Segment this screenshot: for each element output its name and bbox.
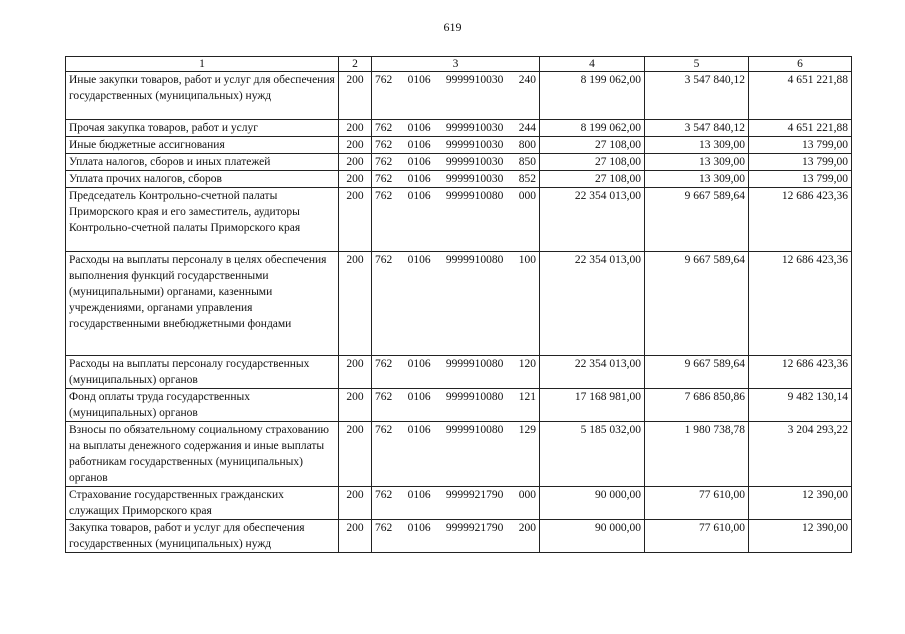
code-vr: 240 <box>518 74 536 86</box>
row-value-col4: 90 000,00 <box>540 487 645 520</box>
code-razdel: 0106 <box>407 254 431 266</box>
code-ved: 762 <box>375 489 393 501</box>
code-vr: 000 <box>518 190 536 202</box>
column-header: 5 <box>645 57 749 72</box>
row-value-col5: 3 547 840,12 <box>645 120 749 137</box>
column-header: 3 <box>372 57 540 72</box>
row-classification-code <box>372 520 540 553</box>
code-razdel: 0106 <box>407 156 431 168</box>
row-code-col2: 200 <box>339 252 372 356</box>
row-name: Фонд оплаты труда государственных (муниципальных) органов <box>66 389 339 422</box>
code-vr: 000 <box>518 489 536 501</box>
row-value-col6: 12 390,00 <box>749 520 852 553</box>
row-value-col6: 4 651 221,88 <box>749 120 852 137</box>
table-row <box>66 154 852 171</box>
code-ved: 762 <box>375 358 393 370</box>
code-razdel: 0106 <box>407 358 431 370</box>
row-value-col5: 3 547 840,12 <box>645 72 749 120</box>
code-ved: 762 <box>375 122 393 134</box>
code-vr: 800 <box>518 139 536 151</box>
table-row <box>66 171 852 188</box>
row-value-col4: 22 354 013,00 <box>540 188 645 252</box>
code-razdel: 0106 <box>407 522 431 534</box>
row-value-col4: 5 185 032,00 <box>540 422 645 487</box>
code-csr: 9999910030 <box>445 74 504 86</box>
row-name: Расходы на выплаты персоналу в целях обеспечения выполнения функций государственными (муниципальными) органами, казенными учреждениями, органами управления государственными внебюджетными фондами <box>66 252 339 356</box>
code-csr: 9999910080 <box>445 391 504 403</box>
table-row <box>66 422 852 487</box>
table-row <box>66 520 852 553</box>
row-name: Председатель Контрольно-счетной палаты Приморского края и его заместитель, аудиторы Контрольно-счетной палаты Приморского края <box>66 188 339 252</box>
code-ved: 762 <box>375 173 393 185</box>
code-csr: 9999910080 <box>445 424 504 436</box>
row-classification-code <box>372 389 540 422</box>
row-value-col4: 27 108,00 <box>540 171 645 188</box>
row-value-col5: 7 686 850,86 <box>645 389 749 422</box>
row-value-col6: 12 686 423,36 <box>749 356 852 389</box>
row-classification-code <box>372 72 540 120</box>
row-value-col6: 12 686 423,36 <box>749 188 852 252</box>
code-razdel: 0106 <box>407 139 431 151</box>
row-value-col4: 22 354 013,00 <box>540 252 645 356</box>
row-value-col5: 9 667 589,64 <box>645 252 749 356</box>
row-code-col2: 200 <box>339 487 372 520</box>
row-classification-code <box>372 356 540 389</box>
row-classification-code <box>372 137 540 154</box>
budget-table <box>65 56 852 553</box>
code-vr: 100 <box>518 254 536 266</box>
row-name: Страхование государственных гражданских служащих Приморского края <box>66 487 339 520</box>
row-value-col6: 13 799,00 <box>749 137 852 154</box>
row-value-col4: 17 168 981,00 <box>540 389 645 422</box>
row-name: Уплата налогов, сборов и иных платежей <box>66 154 339 171</box>
table-row <box>66 389 852 422</box>
row-value-col6: 12 686 423,36 <box>749 252 852 356</box>
code-csr: 9999921790 <box>445 522 504 534</box>
code-vr: 120 <box>518 358 536 370</box>
code-vr: 129 <box>518 424 536 436</box>
row-code-col2: 200 <box>339 72 372 120</box>
row-value-col5: 13 309,00 <box>645 154 749 171</box>
column-header: 6 <box>749 57 852 72</box>
row-classification-code <box>372 154 540 171</box>
column-header: 2 <box>339 57 372 72</box>
row-name: Взносы по обязательному социальному страхованию на выплаты денежного содержания и иные выплаты работникам государственных (муниципальных) органов <box>66 422 339 487</box>
row-value-col5: 9 667 589,64 <box>645 356 749 389</box>
code-csr: 9999910030 <box>445 173 504 185</box>
row-value-col5: 9 667 589,64 <box>645 188 749 252</box>
code-razdel: 0106 <box>407 424 431 436</box>
code-razdel: 0106 <box>407 190 431 202</box>
code-vr: 244 <box>518 122 536 134</box>
table-row <box>66 72 852 120</box>
row-name: Закупка товаров, работ и услуг для обеспечения государственных (муниципальных) нужд <box>66 520 339 553</box>
table-row <box>66 487 852 520</box>
row-value-col6: 13 799,00 <box>749 171 852 188</box>
row-code-col2: 200 <box>339 120 372 137</box>
code-vr: 121 <box>518 391 536 403</box>
row-code-col2: 200 <box>339 154 372 171</box>
code-ved: 762 <box>375 139 393 151</box>
code-razdel: 0106 <box>407 391 431 403</box>
row-classification-code <box>372 252 540 356</box>
row-code-col2: 200 <box>339 389 372 422</box>
row-value-col4: 22 354 013,00 <box>540 356 645 389</box>
code-ved: 762 <box>375 74 393 86</box>
row-value-col4: 8 199 062,00 <box>540 72 645 120</box>
row-value-col4: 27 108,00 <box>540 154 645 171</box>
row-code-col2: 200 <box>339 137 372 154</box>
code-ved: 762 <box>375 424 393 436</box>
row-value-col5: 77 610,00 <box>645 487 749 520</box>
code-razdel: 0106 <box>407 173 431 185</box>
row-code-col2: 200 <box>339 520 372 553</box>
table-row <box>66 137 852 154</box>
table-row <box>66 120 852 137</box>
code-csr: 9999910080 <box>445 190 504 202</box>
row-value-col6: 9 482 130,14 <box>749 389 852 422</box>
row-value-col4: 27 108,00 <box>540 137 645 154</box>
code-vr: 852 <box>518 173 536 185</box>
row-classification-code <box>372 422 540 487</box>
row-code-col2: 200 <box>339 422 372 487</box>
code-razdel: 0106 <box>407 489 431 501</box>
code-razdel: 0106 <box>407 122 431 134</box>
code-csr: 9999921790 <box>445 489 504 501</box>
row-value-col6: 13 799,00 <box>749 154 852 171</box>
row-value-col6: 3 204 293,22 <box>749 422 852 487</box>
row-name: Иные бюджетные ассигнования <box>66 137 339 154</box>
row-value-col4: 90 000,00 <box>540 520 645 553</box>
row-name: Прочая закупка товаров, работ и услуг <box>66 120 339 137</box>
code-ved: 762 <box>375 254 393 266</box>
table-header-row <box>66 57 852 72</box>
code-vr: 850 <box>518 156 536 168</box>
row-value-col4: 8 199 062,00 <box>540 120 645 137</box>
code-vr: 200 <box>518 522 536 534</box>
table-row <box>66 188 852 252</box>
row-code-col2: 200 <box>339 171 372 188</box>
code-csr: 9999910080 <box>445 358 504 370</box>
row-name: Уплата прочих налогов, сборов <box>66 171 339 188</box>
row-classification-code <box>372 171 540 188</box>
row-code-col2: 200 <box>339 188 372 252</box>
code-csr: 9999910030 <box>445 156 504 168</box>
row-value-col6: 4 651 221,88 <box>749 72 852 120</box>
row-name: Иные закупки товаров, работ и услуг для обеспечения государственных (муниципальных) нужд <box>66 72 339 120</box>
column-header: 1 <box>66 57 339 72</box>
code-ved: 762 <box>375 156 393 168</box>
row-value-col5: 13 309,00 <box>645 137 749 154</box>
column-header: 4 <box>540 57 645 72</box>
row-code-col2: 200 <box>339 356 372 389</box>
page-number: 619 <box>443 20 462 34</box>
row-value-col5: 1 980 738,78 <box>645 422 749 487</box>
row-value-col6: 12 390,00 <box>749 487 852 520</box>
row-name: Расходы на выплаты персоналу государственных (муниципальных) органов <box>66 356 339 389</box>
code-csr: 9999910080 <box>445 254 504 266</box>
table-row <box>66 356 852 389</box>
code-ved: 762 <box>375 522 393 534</box>
row-value-col5: 77 610,00 <box>645 520 749 553</box>
row-classification-code <box>372 188 540 252</box>
code-ved: 762 <box>375 391 393 403</box>
code-razdel: 0106 <box>407 74 431 86</box>
row-classification-code <box>372 120 540 137</box>
table-row <box>66 252 852 356</box>
code-ved: 762 <box>375 190 393 202</box>
row-value-col5: 13 309,00 <box>645 171 749 188</box>
code-csr: 9999910030 <box>445 122 504 134</box>
row-classification-code <box>372 487 540 520</box>
code-csr: 9999910030 <box>445 139 504 151</box>
